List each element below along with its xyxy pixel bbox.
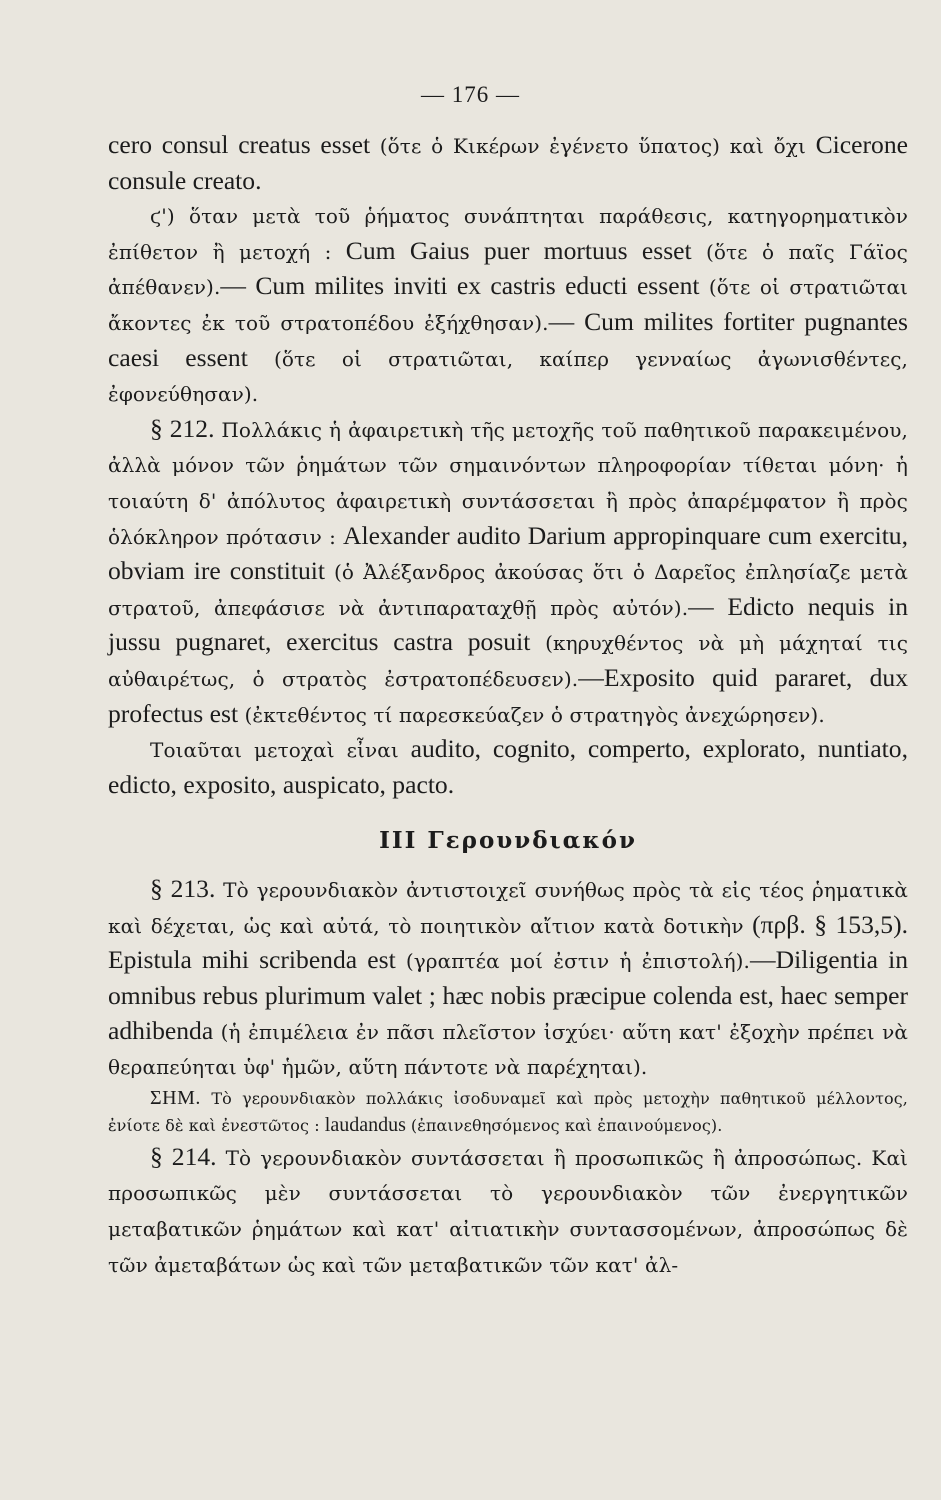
greek-text: ϛ') ὅταν μετὰ τοῦ ῥήματος συνάπτηται παράθεσις, κατηγορηματικὸν ἐπίθετον ἢ μετοχή : [108, 204, 908, 264]
greek-text: Πολλάκις ἡ ἀφαιρετικὴ τῆς μετοχῆς τοῦ παθητικοῦ παρακειμένου, ἀλλὰ μόνον τῶν ῥημάτων τῶν σημαινόντων πληροφορίαν τίθεται μόνη· ἡ τοιαύτη δ' ἀπόλυτος ἀφαιρετικὴ συντάσσεται ἢ πρὸς ἀπαρέμφατον ἢ πρὸς ὁλόκληρον πρότασιν : [108, 417, 908, 549]
latin-text: — Cum milites fortiter pugnantes caesi essent [108, 306, 908, 372]
greek-text: (κηρυχθέντος νὰ μὴ μάχηταί τις αὐθαιρέτως, ὁ στρατὸς ἐστρατοπέδευσεν). [108, 631, 909, 691]
section-number: § 213. [150, 874, 224, 904]
note-label: ΣΗΜ. [150, 1086, 212, 1109]
greek-text: (ὅτε οἱ στρατιῶται, καίπερ γενναίως ἀγωνισθέντες, ἐφονεύθησαν). [108, 346, 908, 407]
greek-text: Τοιαῦται μετοχαὶ εἶναι [150, 738, 399, 763]
reference-text: (πρβ. § 153,5). [743, 909, 908, 939]
latin-text: Alexander audito Darium appropinquare cum exercitu, obviam ire constituit [108, 520, 908, 586]
paragraph-section-214 [108, 1140, 908, 1282]
greek-text: (ἐπαινεθησόμενος καὶ ἐπαινούμενος). [410, 1116, 723, 1136]
greek-text: Τὸ γερουνδιακὸν συντάσσεται ἢ προσωπικῶς ἢ ἀπροσώπως. Καὶ προσωπικῶς μὲν συντάσσεται τὸ γερουνδιακὸν τῶν ἐνεργητικῶν μεταβατικῶν ῥημάτων καὶ κατ' αἰτιατικὴν συντασσομένων, ἀπροσώπως δὲ τῶν ἀμεταβάτων ὡς καὶ τῶν μεταβατικῶν τῶν κατ' ἀλ- [108, 1145, 909, 1277]
paragraph-section-212 [108, 412, 908, 732]
latin-text: — Edicto nequis in jussu pugnaret, exercitus castra posuit [108, 591, 909, 657]
latin-text: —Diligentia in omnibus rebus plurimum valet ; hæc nobis præcipue colenda est, haec semper adhibenda [108, 945, 908, 1045]
greek-text: (ὅτε ὁ Κικέρων ἐγένετο ὕπατος) καὶ ὄχι [379, 134, 806, 158]
latin-text: audito, cognito, comperto, explorato, nuntiato, edicto, exposito, auspicato, pacto. [108, 734, 908, 799]
latin-text: — Cum milites inviti ex castris educti essent [220, 271, 709, 301]
latin-text: Cum Gaius puer mortuus esset [331, 235, 706, 265]
latin-text: laudandus [319, 1114, 411, 1137]
paragraph-cicero [108, 128, 908, 198]
section-number: § 212. [150, 413, 222, 443]
greek-text: Τὸ γερουνδιακὸν ἀντιστοιχεῖ συνήθως πρὸς τὰ εἰς τέος ῥηματικὰ καὶ δέχεται, ὡς καὶ αὐτά, τὸ ποιητικὸν αἴτιον κατὰ δοτικὴν [108, 878, 909, 938]
note-paragraph [108, 1085, 908, 1140]
latin-text: Cicerone consule creato. [108, 130, 908, 195]
greek-text: (ὅτε οἱ στρατιῶται ἄκοντες ἐκ τοῦ στρατοπέδου ἐξήχθησαν). [108, 275, 909, 335]
greek-text: (γραπτέα μοί ἐστιν ἡ ἐπιστολή). [405, 949, 751, 974]
greek-text: (ἐκτεθέντος τί παρεσκεύαζεν ὁ στρατηγὸς ἀνεχώρησεν). [244, 702, 825, 727]
latin-text: Epistula mihi scribenda est [108, 945, 406, 975]
page-number: — 176 — [421, 82, 520, 107]
paragraph-participles-list [108, 732, 908, 802]
page-body [108, 128, 908, 1282]
paragraph-item-6 [108, 198, 908, 412]
section-number: § 214. [150, 1141, 226, 1171]
paragraph-section-213 [108, 872, 908, 1085]
latin-text: —Exposito quid pararet, dux profectus est [108, 662, 908, 728]
greek-text: (ὅτε ὁ παῖς Γάϊος ἀπέθανεν). [108, 239, 908, 300]
greek-text: Τὸ γερουνδιακὸν πολλάκις ἰσοδυναμεῖ καὶ πρὸς μετοχὴν παθητικοῦ μέλλοντος, ἐνίοτε δὲ καὶ ἐνεστῶτος : [108, 1088, 908, 1136]
latin-text: cero consul creatus esset [108, 130, 380, 159]
greek-text: (ἡ ἐπιμέλεια ἐν πᾶσι πλεῖστον ἰσχύει· αὕτη κατ' ἐξοχὴν πρέπει νὰ θεραπεύηται ὑφ' ἡμῶν, αὕτη πάντοτε νὰ παρέχηται). [108, 1019, 908, 1080]
section-heading: III Γερουνδιακόν [379, 827, 637, 855]
greek-text: (ὁ Ἀλέξανδρος ἀκούσας ὅτι ὁ Δαρεῖος ἐπλησίαζε μετὰ στρατοῦ, ἀπεφάσισε νὰ ἀντιπαραταχθῇ πρὸς αὐτόν). [108, 560, 908, 620]
